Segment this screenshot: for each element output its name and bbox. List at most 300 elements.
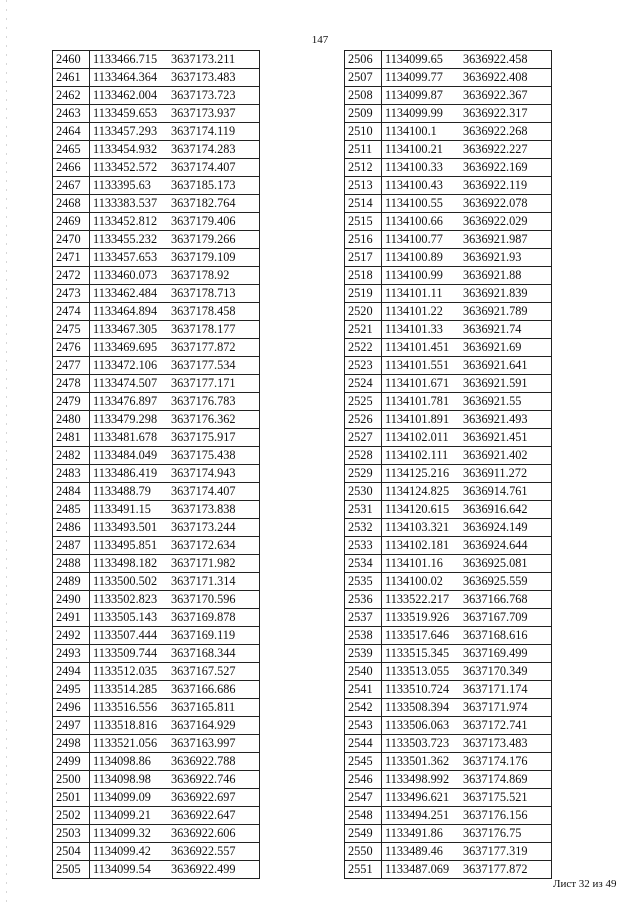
- y-coordinate-cell: 3636922.317: [457, 105, 552, 123]
- table-row: [53, 843, 260, 861]
- y-coordinate-cell: 3636922.119: [457, 177, 552, 195]
- table-row: [345, 393, 552, 411]
- y-coordinate-cell: 3637171.314: [165, 573, 260, 591]
- y-coordinate-cell: 3636921.93: [457, 249, 552, 267]
- point-number-cell: 2498: [53, 735, 90, 753]
- x-coordinate-cell: 1133498.992: [382, 771, 458, 789]
- point-number-cell: 2501: [53, 789, 90, 807]
- y-coordinate-cell: 3637169.499: [457, 645, 552, 663]
- point-number-cell: 2547: [345, 789, 382, 807]
- point-number-cell: 2530: [345, 483, 382, 501]
- point-number-cell: 2543: [345, 717, 382, 735]
- table-row: [53, 573, 260, 591]
- x-coordinate-cell: 1133518.816: [90, 717, 166, 735]
- point-number-cell: 2515: [345, 213, 382, 231]
- y-coordinate-cell: 3636921.55: [457, 393, 552, 411]
- table-row: [53, 105, 260, 123]
- table-row: [345, 537, 552, 555]
- y-coordinate-cell: 3636922.697: [165, 789, 260, 807]
- point-number-cell: 2514: [345, 195, 382, 213]
- x-coordinate-cell: 1134101.781: [382, 393, 458, 411]
- y-coordinate-cell: 3637179.266: [165, 231, 260, 249]
- point-number-cell: 2499: [53, 753, 90, 771]
- table-row: [53, 555, 260, 573]
- table-row: [53, 375, 260, 393]
- y-coordinate-cell: 3637176.75: [457, 825, 552, 843]
- table-row: [53, 357, 260, 375]
- point-number-cell: 2528: [345, 447, 382, 465]
- y-coordinate-cell: 3637166.686: [165, 681, 260, 699]
- page-number: 147: [311, 34, 329, 46]
- point-number-cell: 2494: [53, 663, 90, 681]
- point-number-cell: 2509: [345, 105, 382, 123]
- x-coordinate-cell: 1134102.181: [382, 537, 458, 555]
- table-row: [53, 429, 260, 447]
- point-number-cell: 2542: [345, 699, 382, 717]
- y-coordinate-cell: 3637170.349: [457, 663, 552, 681]
- point-number-cell: 2466: [53, 159, 90, 177]
- y-coordinate-cell: 3636922.746: [165, 771, 260, 789]
- y-coordinate-cell: 3637178.177: [165, 321, 260, 339]
- y-coordinate-cell: 3636921.402: [457, 447, 552, 465]
- table-row: [345, 105, 552, 123]
- x-coordinate-cell: 1134125.216: [382, 465, 458, 483]
- y-coordinate-cell: 3637173.838: [165, 501, 260, 519]
- y-coordinate-cell: 3637173.211: [165, 51, 260, 69]
- x-coordinate-cell: 1134099.32: [90, 825, 166, 843]
- point-number-cell: 2521: [345, 321, 382, 339]
- point-number-cell: 2493: [53, 645, 90, 663]
- point-number-cell: 2508: [345, 87, 382, 105]
- x-coordinate-cell: 1134100.02: [382, 573, 458, 591]
- table-row: [53, 339, 260, 357]
- table-row: [53, 321, 260, 339]
- table-row: [345, 285, 552, 303]
- table-row: [53, 267, 260, 285]
- table-row: [345, 699, 552, 717]
- y-coordinate-cell: 3636921.493: [457, 411, 552, 429]
- point-number-cell: 2502: [53, 807, 90, 825]
- y-coordinate-cell: 3637163.997: [165, 735, 260, 753]
- y-coordinate-cell: 3637179.406: [165, 213, 260, 231]
- x-coordinate-cell: 1133383.537: [90, 195, 166, 213]
- y-coordinate-cell: 3636921.88: [457, 267, 552, 285]
- y-coordinate-cell: 3637174.119: [165, 123, 260, 141]
- table-row: [345, 195, 552, 213]
- table-row: [345, 573, 552, 591]
- x-coordinate-cell: 1133476.897: [90, 393, 166, 411]
- y-coordinate-cell: 3637173.937: [165, 105, 260, 123]
- point-number-cell: 2534: [345, 555, 382, 573]
- point-number-cell: 2473: [53, 285, 90, 303]
- point-number-cell: 2485: [53, 501, 90, 519]
- x-coordinate-cell: 1133505.143: [90, 609, 166, 627]
- point-number-cell: 2539: [345, 645, 382, 663]
- table-row: [345, 321, 552, 339]
- x-coordinate-cell: 1134100.43: [382, 177, 458, 195]
- y-coordinate-cell: 3637177.534: [165, 357, 260, 375]
- point-number-cell: 2549: [345, 825, 382, 843]
- y-coordinate-cell: 3637177.872: [165, 339, 260, 357]
- x-coordinate-cell: 1134099.42: [90, 843, 166, 861]
- table-row: [345, 375, 552, 393]
- y-coordinate-cell: 3636922.458: [457, 51, 552, 69]
- table-row: [345, 357, 552, 375]
- table-row: [345, 753, 552, 771]
- point-number-cell: 2505: [53, 861, 90, 879]
- point-number-cell: 2476: [53, 339, 90, 357]
- table-row: [345, 591, 552, 609]
- x-coordinate-cell: 1133496.621: [382, 789, 458, 807]
- table-row: [345, 303, 552, 321]
- y-coordinate-cell: 3636922.557: [165, 843, 260, 861]
- y-coordinate-cell: 3636914.761: [457, 483, 552, 501]
- y-coordinate-cell: 3637177.319: [457, 843, 552, 861]
- point-number-cell: 2460: [53, 51, 90, 69]
- x-coordinate-cell: 1133522.217: [382, 591, 458, 609]
- y-coordinate-cell: 3637173.723: [165, 87, 260, 105]
- x-coordinate-cell: 1134099.21: [90, 807, 166, 825]
- point-number-cell: 2479: [53, 393, 90, 411]
- table-row: [345, 87, 552, 105]
- x-coordinate-cell: 1134098.98: [90, 771, 166, 789]
- point-number-cell: 2513: [345, 177, 382, 195]
- x-coordinate-cell: 1134100.21: [382, 141, 458, 159]
- x-coordinate-cell: 1134100.99: [382, 267, 458, 285]
- point-number-cell: 2535: [345, 573, 382, 591]
- table-row: [345, 159, 552, 177]
- x-coordinate-cell: 1134101.671: [382, 375, 458, 393]
- table-row: [53, 771, 260, 789]
- y-coordinate-cell: 3637177.872: [457, 861, 552, 879]
- table-row: [345, 663, 552, 681]
- point-number-cell: 2504: [53, 843, 90, 861]
- point-number-cell: 2546: [345, 771, 382, 789]
- table-row: [53, 609, 260, 627]
- point-number-cell: 2484: [53, 483, 90, 501]
- point-number-cell: 2488: [53, 555, 90, 573]
- x-coordinate-cell: 1134099.54: [90, 861, 166, 879]
- x-coordinate-cell: 1133464.364: [90, 69, 166, 87]
- y-coordinate-cell: 3637174.283: [165, 141, 260, 159]
- y-coordinate-cell: 3637169.878: [165, 609, 260, 627]
- x-coordinate-cell: 1133515.345: [382, 645, 458, 663]
- table-row: [53, 87, 260, 105]
- x-coordinate-cell: 1133507.444: [90, 627, 166, 645]
- x-coordinate-cell: 1133494.251: [382, 807, 458, 825]
- point-number-cell: 2467: [53, 177, 90, 195]
- y-coordinate-cell: 3637167.709: [457, 609, 552, 627]
- x-coordinate-cell: 1133467.305: [90, 321, 166, 339]
- table-row: [53, 159, 260, 177]
- point-number-cell: 2531: [345, 501, 382, 519]
- table-row: [53, 789, 260, 807]
- y-coordinate-cell: 3637172.634: [165, 537, 260, 555]
- table-row: [345, 51, 552, 69]
- table-row: [53, 447, 260, 465]
- table-row: [53, 123, 260, 141]
- point-number-cell: 2486: [53, 519, 90, 537]
- point-number-cell: 2537: [345, 609, 382, 627]
- x-coordinate-cell: 1133503.723: [382, 735, 458, 753]
- x-coordinate-cell: 1133489.46: [382, 843, 458, 861]
- point-number-cell: 2511: [345, 141, 382, 159]
- x-coordinate-cell: 1134099.09: [90, 789, 166, 807]
- y-coordinate-cell: 3637171.974: [457, 699, 552, 717]
- x-coordinate-cell: 1133509.744: [90, 645, 166, 663]
- point-number-cell: 2487: [53, 537, 90, 555]
- point-number-cell: 2540: [345, 663, 382, 681]
- x-coordinate-cell: 1133516.556: [90, 699, 166, 717]
- y-coordinate-cell: 3637171.982: [165, 555, 260, 573]
- table-row: [53, 393, 260, 411]
- x-coordinate-cell: 1134099.77: [382, 69, 458, 87]
- table-row: [53, 249, 260, 267]
- sheet-footer: Лист 32 из 49: [553, 878, 617, 890]
- y-coordinate-cell: 3637172.741: [457, 717, 552, 735]
- x-coordinate-cell: 1133519.926: [382, 609, 458, 627]
- y-coordinate-cell: 3636922.268: [457, 123, 552, 141]
- y-coordinate-cell: 3636922.408: [457, 69, 552, 87]
- point-number-cell: 2497: [53, 717, 90, 735]
- point-number-cell: 2525: [345, 393, 382, 411]
- y-coordinate-cell: 3637178.713: [165, 285, 260, 303]
- y-coordinate-cell: 3636922.078: [457, 195, 552, 213]
- point-number-cell: 2545: [345, 753, 382, 771]
- y-coordinate-cell: 3637176.156: [457, 807, 552, 825]
- point-number-cell: 2519: [345, 285, 382, 303]
- point-number-cell: 2536: [345, 591, 382, 609]
- table-row: [345, 807, 552, 825]
- table-row: [345, 789, 552, 807]
- y-coordinate-cell: 3637166.768: [457, 591, 552, 609]
- x-coordinate-cell: 1134102.011: [382, 429, 458, 447]
- x-coordinate-cell: 1134100.77: [382, 231, 458, 249]
- point-number-cell: 2533: [345, 537, 382, 555]
- point-number-cell: 2481: [53, 429, 90, 447]
- table-row: [53, 663, 260, 681]
- x-coordinate-cell: 1133521.056: [90, 735, 166, 753]
- x-coordinate-cell: 1133498.182: [90, 555, 166, 573]
- point-number-cell: 2472: [53, 267, 90, 285]
- y-coordinate-cell: 3637173.483: [165, 69, 260, 87]
- y-coordinate-cell: 3637174.407: [165, 483, 260, 501]
- table-row: [53, 141, 260, 159]
- y-coordinate-cell: 3636924.644: [457, 537, 552, 555]
- y-coordinate-cell: 3637174.943: [165, 465, 260, 483]
- table-row: [53, 69, 260, 87]
- table-row: [345, 483, 552, 501]
- x-coordinate-cell: 1134124.825: [382, 483, 458, 501]
- point-number-cell: 2474: [53, 303, 90, 321]
- point-number-cell: 2491: [53, 609, 90, 627]
- x-coordinate-cell: 1133487.069: [382, 861, 458, 879]
- y-coordinate-cell: 3636921.987: [457, 231, 552, 249]
- y-coordinate-cell: 3637169.119: [165, 627, 260, 645]
- point-number-cell: 2480: [53, 411, 90, 429]
- x-coordinate-cell: 1133479.298: [90, 411, 166, 429]
- x-coordinate-cell: 1133462.004: [90, 87, 166, 105]
- y-coordinate-cell: 3636921.451: [457, 429, 552, 447]
- x-coordinate-cell: 1133506.063: [382, 717, 458, 735]
- point-number-cell: 2532: [345, 519, 382, 537]
- scan-edge-marks: [6, 0, 7, 905]
- x-coordinate-cell: 1133493.501: [90, 519, 166, 537]
- table-row: [345, 771, 552, 789]
- y-coordinate-cell: 3636924.149: [457, 519, 552, 537]
- table-row: [345, 861, 552, 879]
- y-coordinate-cell: 3637175.917: [165, 429, 260, 447]
- point-number-cell: 2520: [345, 303, 382, 321]
- table-row: [53, 861, 260, 879]
- point-number-cell: 2500: [53, 771, 90, 789]
- table-row: [53, 231, 260, 249]
- y-coordinate-cell: 3637174.407: [165, 159, 260, 177]
- table-row: [53, 195, 260, 213]
- y-coordinate-cell: 3636921.591: [457, 375, 552, 393]
- coordinates-table-body: [345, 51, 552, 879]
- x-coordinate-cell: 1134120.615: [382, 501, 458, 519]
- x-coordinate-cell: 1133454.932: [90, 141, 166, 159]
- table-row: [345, 429, 552, 447]
- x-coordinate-cell: 1134103.321: [382, 519, 458, 537]
- x-coordinate-cell: 1134100.55: [382, 195, 458, 213]
- table-row: [53, 411, 260, 429]
- y-coordinate-cell: 3636922.227: [457, 141, 552, 159]
- x-coordinate-cell: 1134101.16: [382, 555, 458, 573]
- point-number-cell: 2475: [53, 321, 90, 339]
- y-coordinate-cell: 3637185.173: [165, 177, 260, 195]
- point-number-cell: 2550: [345, 843, 382, 861]
- x-coordinate-cell: 1133484.049: [90, 447, 166, 465]
- x-coordinate-cell: 1133513.055: [382, 663, 458, 681]
- y-coordinate-cell: 3637176.783: [165, 393, 260, 411]
- x-coordinate-cell: 1133491.86: [382, 825, 458, 843]
- table-row: [53, 537, 260, 555]
- table-row: [345, 645, 552, 663]
- y-coordinate-cell: 3637175.438: [165, 447, 260, 465]
- table-row: [345, 69, 552, 87]
- table-row: [345, 447, 552, 465]
- x-coordinate-cell: 1133469.695: [90, 339, 166, 357]
- point-number-cell: 2461: [53, 69, 90, 87]
- x-coordinate-cell: 1133459.653: [90, 105, 166, 123]
- point-number-cell: 2483: [53, 465, 90, 483]
- x-coordinate-cell: 1134101.551: [382, 357, 458, 375]
- x-coordinate-cell: 1133462.484: [90, 285, 166, 303]
- table-row: [53, 627, 260, 645]
- table-row: [53, 465, 260, 483]
- coordinates-table-right: [344, 50, 552, 879]
- point-number-cell: 2496: [53, 699, 90, 717]
- x-coordinate-cell: 1134101.33: [382, 321, 458, 339]
- x-coordinate-cell: 1133474.507: [90, 375, 166, 393]
- table-row: [345, 267, 552, 285]
- point-number-cell: 2526: [345, 411, 382, 429]
- y-coordinate-cell: 3637167.527: [165, 663, 260, 681]
- y-coordinate-cell: 3636925.081: [457, 555, 552, 573]
- x-coordinate-cell: 1133502.823: [90, 591, 166, 609]
- point-number-cell: 2495: [53, 681, 90, 699]
- point-number-cell: 2470: [53, 231, 90, 249]
- point-number-cell: 2469: [53, 213, 90, 231]
- x-coordinate-cell: 1133495.851: [90, 537, 166, 555]
- point-number-cell: 2527: [345, 429, 382, 447]
- y-coordinate-cell: 3636921.789: [457, 303, 552, 321]
- table-row: [53, 825, 260, 843]
- coordinates-table-left: [52, 50, 260, 879]
- y-coordinate-cell: 3636916.642: [457, 501, 552, 519]
- table-row: [53, 699, 260, 717]
- table-row: [345, 627, 552, 645]
- point-number-cell: 2529: [345, 465, 382, 483]
- y-coordinate-cell: 3636922.367: [457, 87, 552, 105]
- y-coordinate-cell: 3636925.559: [457, 573, 552, 591]
- x-coordinate-cell: 1133514.285: [90, 681, 166, 699]
- point-number-cell: 2489: [53, 573, 90, 591]
- y-coordinate-cell: 3637168.344: [165, 645, 260, 663]
- y-coordinate-cell: 3637175.521: [457, 789, 552, 807]
- table-row: [345, 213, 552, 231]
- table-row: [53, 753, 260, 771]
- y-coordinate-cell: 3636921.641: [457, 357, 552, 375]
- x-coordinate-cell: 1133472.106: [90, 357, 166, 375]
- point-number-cell: 2548: [345, 807, 382, 825]
- table-row: [345, 843, 552, 861]
- table-row: [345, 735, 552, 753]
- point-number-cell: 2551: [345, 861, 382, 879]
- y-coordinate-cell: 3637173.244: [165, 519, 260, 537]
- x-coordinate-cell: 1133481.678: [90, 429, 166, 447]
- y-coordinate-cell: 3637178.458: [165, 303, 260, 321]
- table-row: [53, 177, 260, 195]
- point-number-cell: 2523: [345, 357, 382, 375]
- table-row: [53, 645, 260, 663]
- x-coordinate-cell: 1134101.11: [382, 285, 458, 303]
- point-number-cell: 2503: [53, 825, 90, 843]
- x-coordinate-cell: 1133457.293: [90, 123, 166, 141]
- x-coordinate-cell: 1133457.653: [90, 249, 166, 267]
- x-coordinate-cell: 1133491.15: [90, 501, 166, 519]
- table-row: [345, 411, 552, 429]
- y-coordinate-cell: 3637176.362: [165, 411, 260, 429]
- x-coordinate-cell: 1133466.715: [90, 51, 166, 69]
- y-coordinate-cell: 3636922.499: [165, 861, 260, 879]
- y-coordinate-cell: 3637174.869: [457, 771, 552, 789]
- y-coordinate-cell: 3636921.74: [457, 321, 552, 339]
- x-coordinate-cell: 1133464.894: [90, 303, 166, 321]
- x-coordinate-cell: 1133508.394: [382, 699, 458, 717]
- x-coordinate-cell: 1133395.63: [90, 177, 166, 195]
- point-number-cell: 2468: [53, 195, 90, 213]
- y-coordinate-cell: 3637174.176: [457, 753, 552, 771]
- point-number-cell: 2463: [53, 105, 90, 123]
- x-coordinate-cell: 1134101.22: [382, 303, 458, 321]
- x-coordinate-cell: 1134101.891: [382, 411, 458, 429]
- point-number-cell: 2522: [345, 339, 382, 357]
- x-coordinate-cell: 1133500.502: [90, 573, 166, 591]
- table-row: [345, 123, 552, 141]
- y-coordinate-cell: 3637182.764: [165, 195, 260, 213]
- point-number-cell: 2524: [345, 375, 382, 393]
- point-number-cell: 2462: [53, 87, 90, 105]
- point-number-cell: 2482: [53, 447, 90, 465]
- y-coordinate-cell: 3637165.811: [165, 699, 260, 717]
- y-coordinate-cell: 3636922.029: [457, 213, 552, 231]
- table-row: [345, 717, 552, 735]
- y-coordinate-cell: 3636922.788: [165, 753, 260, 771]
- y-coordinate-cell: 3636922.606: [165, 825, 260, 843]
